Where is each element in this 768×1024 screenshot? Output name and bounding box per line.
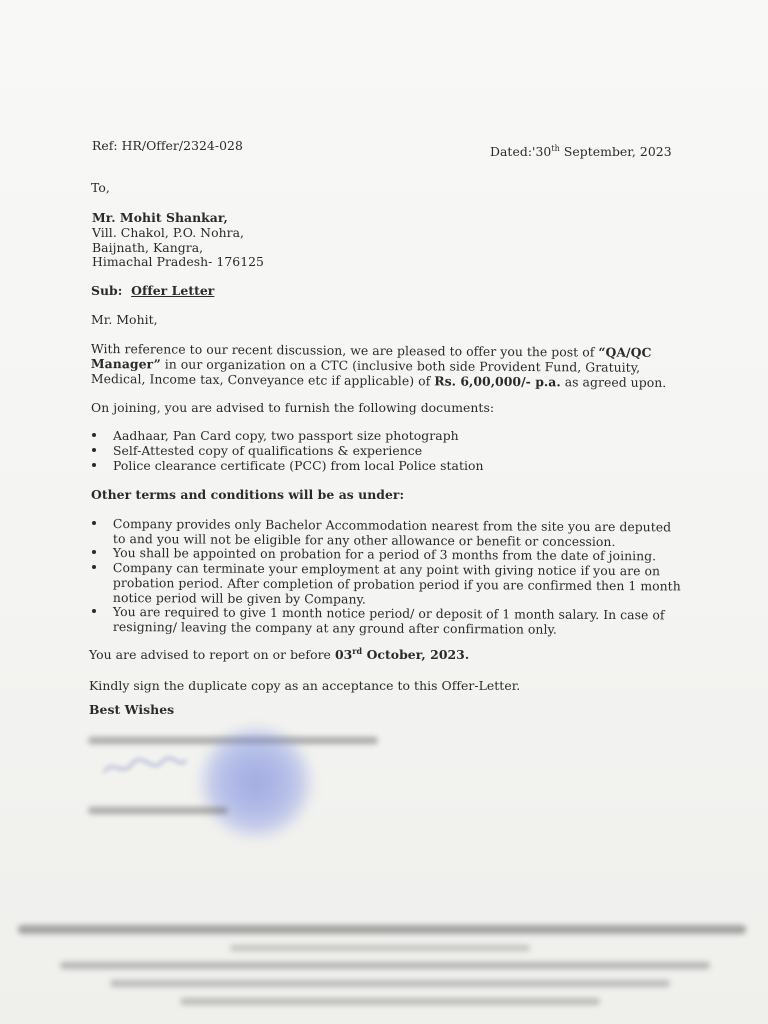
redacted-footer-line-5: [180, 998, 600, 1005]
reference-number: Ref: HR/Offer/2324-028: [92, 138, 243, 153]
bullet: [92, 550, 96, 554]
signature-scribble: [100, 752, 190, 782]
letter-date: Dated:'30th September, 2023: [490, 143, 672, 159]
redacted-footer-line-3: [60, 962, 710, 969]
redacted-footer-line-2: [230, 945, 530, 951]
document-item: Aadhaar, Pan Card copy, two passport size photograph: [113, 428, 459, 443]
term-4-line-1: You are required to give 1 month notice period/ or deposit of 1 month salary. In case of: [112, 604, 665, 623]
document-item: Self-Attested copy of qualifications & experience: [113, 443, 423, 458]
offer-paragraph-line-2: Manager” in our organization on a CTC (inclusive both side Provident Fund, Gratuity,: [90, 356, 641, 375]
term-1-line-2: to and you will not be eligible for any other allowance or benefit or concession.: [112, 531, 616, 550]
offer-paragraph-line-1: With reference to our recent discussion, we are pleased to offer you the post of “QA/QC: [90, 341, 652, 360]
term-2-line-1: You shall be appointed on probation for a period of 3 months from the date of joining.: [112, 545, 657, 564]
report-date-line: You are advised to report on or before 03rd October, 2023.: [89, 645, 470, 662]
bullet: [92, 448, 96, 452]
address-line-3: Himachal Pradesh- 176125: [92, 254, 264, 269]
sign-request: Kindly sign the duplicate copy as an acceptance to this Offer-Letter.: [89, 678, 521, 693]
redacted-footer-line-4: [110, 980, 670, 987]
bullet: [92, 433, 96, 437]
subject-label: Sub:: [91, 283, 123, 298]
terms-heading: Other terms and conditions will be as under:: [91, 487, 405, 502]
bullet: [92, 609, 96, 613]
document-item: Police clearance certificate (PCC) from local Police station: [113, 458, 484, 473]
subject-line: [91, 283, 214, 298]
term-3-line-3: notice period will be given by Company.: [112, 590, 366, 607]
documents-intro: On joining, you are advised to furnish the following documents:: [91, 400, 495, 415]
address-line-1: Vill. Chakol, P.O. Nohra,: [92, 225, 245, 240]
term-3-line-1: Company can terminate your employment at any point with giving notice if you are on: [112, 560, 661, 579]
term-3-line-2: probation period. After completion of probation period if you are confirmed then 1 month: [112, 575, 681, 594]
bullet: [92, 521, 96, 525]
subject-text: Offer Letter: [131, 283, 215, 298]
offer-paragraph-line-3: Medical, Income tax, Conveyance etc if applicable) of Rs. 6,00,000/- p.a. as agreed upon.: [90, 371, 667, 391]
company-stamp: [202, 728, 310, 836]
bullet: [92, 565, 96, 569]
term-4-line-2: resigning/ leaving the company at any ground after confirmation only.: [112, 619, 557, 637]
bullet: [92, 463, 96, 467]
address-line-2: Baijnath, Kangra,: [92, 240, 204, 255]
recipient-name: Mr. Mohit Shankar,: [92, 210, 228, 225]
redacted-footer-line-1: [18, 925, 746, 934]
redacted-signatory-line: [88, 807, 228, 814]
term-1-line-1: Company provides only Bachelor Accommodation nearest from the site you are deputed: [112, 516, 672, 535]
closing: Best Wishes: [89, 702, 175, 717]
salutation: Mr. Mohit,: [91, 312, 158, 327]
to-label: To,: [91, 180, 110, 195]
